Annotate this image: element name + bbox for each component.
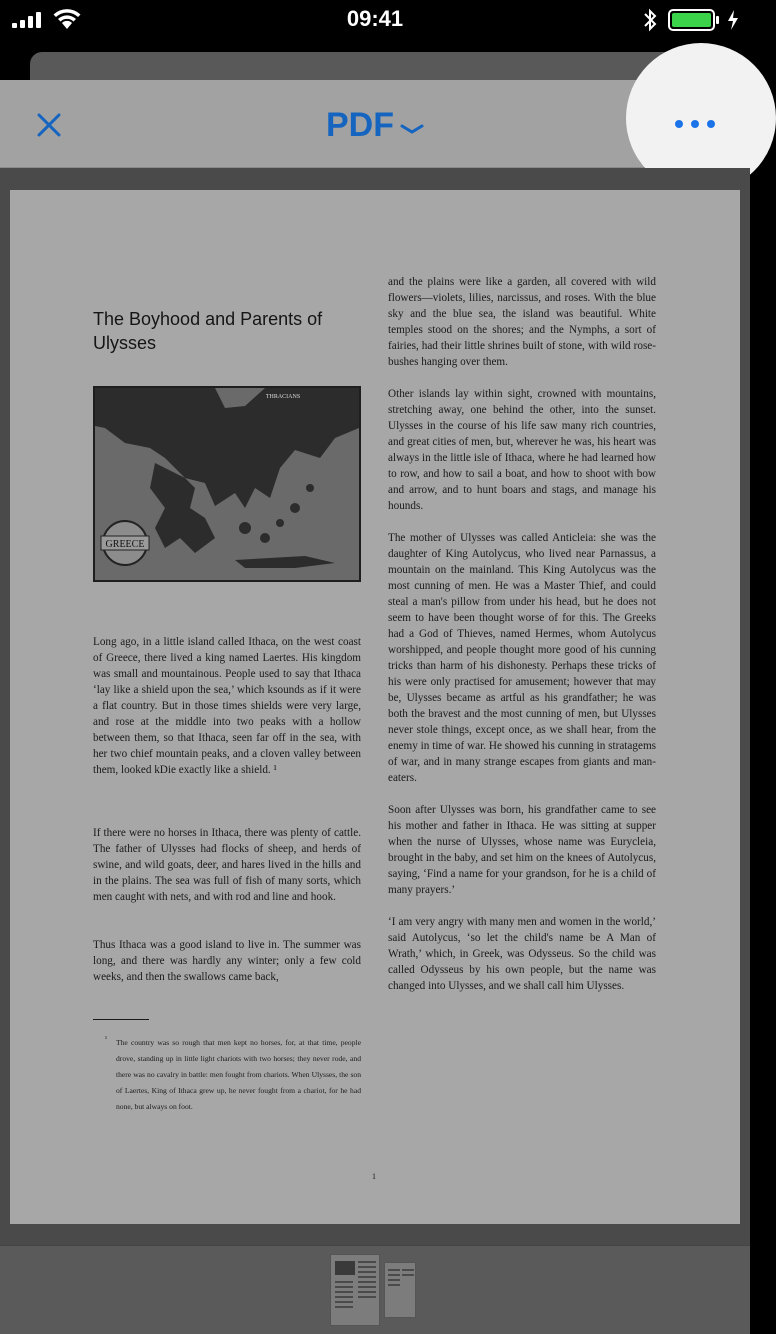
document-title: The Boyhood and Parents of Ulysses [93, 309, 323, 353]
status-time: 09:41 [346, 6, 404, 31]
document-viewer[interactable] [0, 168, 750, 1245]
map-title-label: GREECE [105, 539, 145, 550]
document-page [10, 190, 740, 1224]
format-title: PDF [326, 105, 394, 144]
right-paragraph-3: The mother of Ulysses was called Anticleia: she was the daughter of King Autolycus, who lived near Parnassus, a mountain on the mainland. This King Autolycus was the most cunning of men. He was a Master Thief, and could steal a man's pillow from under his head, but he does not seem to have been thought worse of for this. The Greeks had a God of Thieves, named Hermes, whom Autolycus worshipped, and people thought more good of his cunning tricks than harm of his dishonesty. Perhaps these tricks of his were only practised for amusement; however that may be, Ulysses became as artful as his grandfather; he was both the bravest and the most cunning of men, but Ulysses never stole things, except once, as we shall hear, from the enemy in time of war. He showed his cunning in stratagems of war, and in many strange escapes from giants and man-eaters. [388, 532, 656, 784]
left-paragraph-1: Long ago, in a little island called Ithaca, on the west coast of Greece, there lived a king named Laertes. His kingdom was small and mountainous. People used to say that Ithaca ‘lay like a shield upon the sea,’ which ksounds as if it were a flat country. But in those times shields were very large, and rose at the middle into two peaks with a hollow between them, so that Ithaca, seen far off in the sea, with her two chief mountain peaks, and a cloven valley between them, looked kDie exactly like a shield. ¹ [93, 636, 361, 776]
footnote: The country was so rough that men kept no horses, for, at that time, people drove, standing up in little light chariots with two horses; they never rode, and there was no cavalry in battle: men fought from chariots. When Ulysses, the son of Laertes, King of Ithaca grew up, he never fought from a chariot, for he had none, but always on foot. [116, 1038, 361, 1111]
left-paragraph-3: Thus Ithaca was a good island to live in. The summer was long, and there was hardly any winter; only a few cold weeks, and then the swallows came back, [93, 939, 361, 983]
charging-bolt-icon [726, 9, 740, 31]
right-paragraph-4: Soon after Ulysses was born, his grandfather came to see his mother and father in Ithaca. He was sitting at supper when the nurse of Ulysses, whose name was Euryclеia, brought in the baby, and set him on the knees of Autolycus, saying, ‘Find a name for your grandson, for he is a child of many prayers.’ [388, 804, 656, 896]
close-button[interactable] [24, 100, 74, 150]
chevron-down-icon [400, 123, 424, 135]
map-top-label: THRACIANS [265, 394, 301, 400]
thumbnail-bar [0, 1245, 750, 1334]
map-illustration [93, 386, 361, 582]
format-selector[interactable] [300, 100, 450, 150]
right-column [388, 274, 656, 1010]
navigation-bar [0, 80, 750, 168]
bluetooth-icon [640, 8, 660, 32]
more-options-button[interactable] [660, 100, 730, 148]
battery-icon [668, 9, 720, 31]
close-icon [36, 112, 62, 138]
more-options-icon [675, 120, 683, 128]
right-paragraph-1: and the plains were like a garden, all covered with wild flowers—violets, lilies, narcissus, and roses. With the blue sky and the blue sea, the island was beautiful. White temples stood on the shores; and the Nymphs, a sort of fairies, had their little shrines built of stone, with wild rose-bushes hanging over them. [388, 276, 656, 368]
page-2-thumbnail[interactable] [384, 1262, 416, 1318]
footnote-mark: ¹ [105, 1035, 108, 1043]
right-paragraph-5: ‘I am very angry with many men and women in the world,’ said Autolycus, ‘so let the child's name be A Man of Wrath,’ which, in Greek, was Odysseus. So the child was called Odysseus by his own people, but the name was changed into Ulysses, and we shall call him Ulysses. [388, 916, 656, 992]
status-bar [0, 0, 750, 40]
footnote-divider [93, 1019, 149, 1020]
left-paragraph-2: If there were no horses in Ithaca, there was plenty of cattle. The father of Ulysses had flocks of sheep, and herds of swine, and wild goats, deer, and hares lived in the hills and in the plains. The sea was full of fish of many sorts, which men caught with nets, and with rod and line and hook. [93, 827, 361, 903]
page-1-thumbnail[interactable] [330, 1254, 380, 1326]
right-paragraph-2: Other islands lay within sight, crowned with mountains, stretching away, one behind the other, into the sunset. Ulysses in the course of his life saw many rich countries, and great cities of men, but, wherever he was, his heart was always in the little isle of Ithaca, where he had learned how to row, and how to sail a boat, and how to shoot with bow and arrow, and to hunt boars and stags, and manage his hounds. [388, 388, 656, 512]
pdf-viewer-sheet [0, 80, 750, 1334]
printed-page-number: 1 [372, 1172, 376, 1181]
